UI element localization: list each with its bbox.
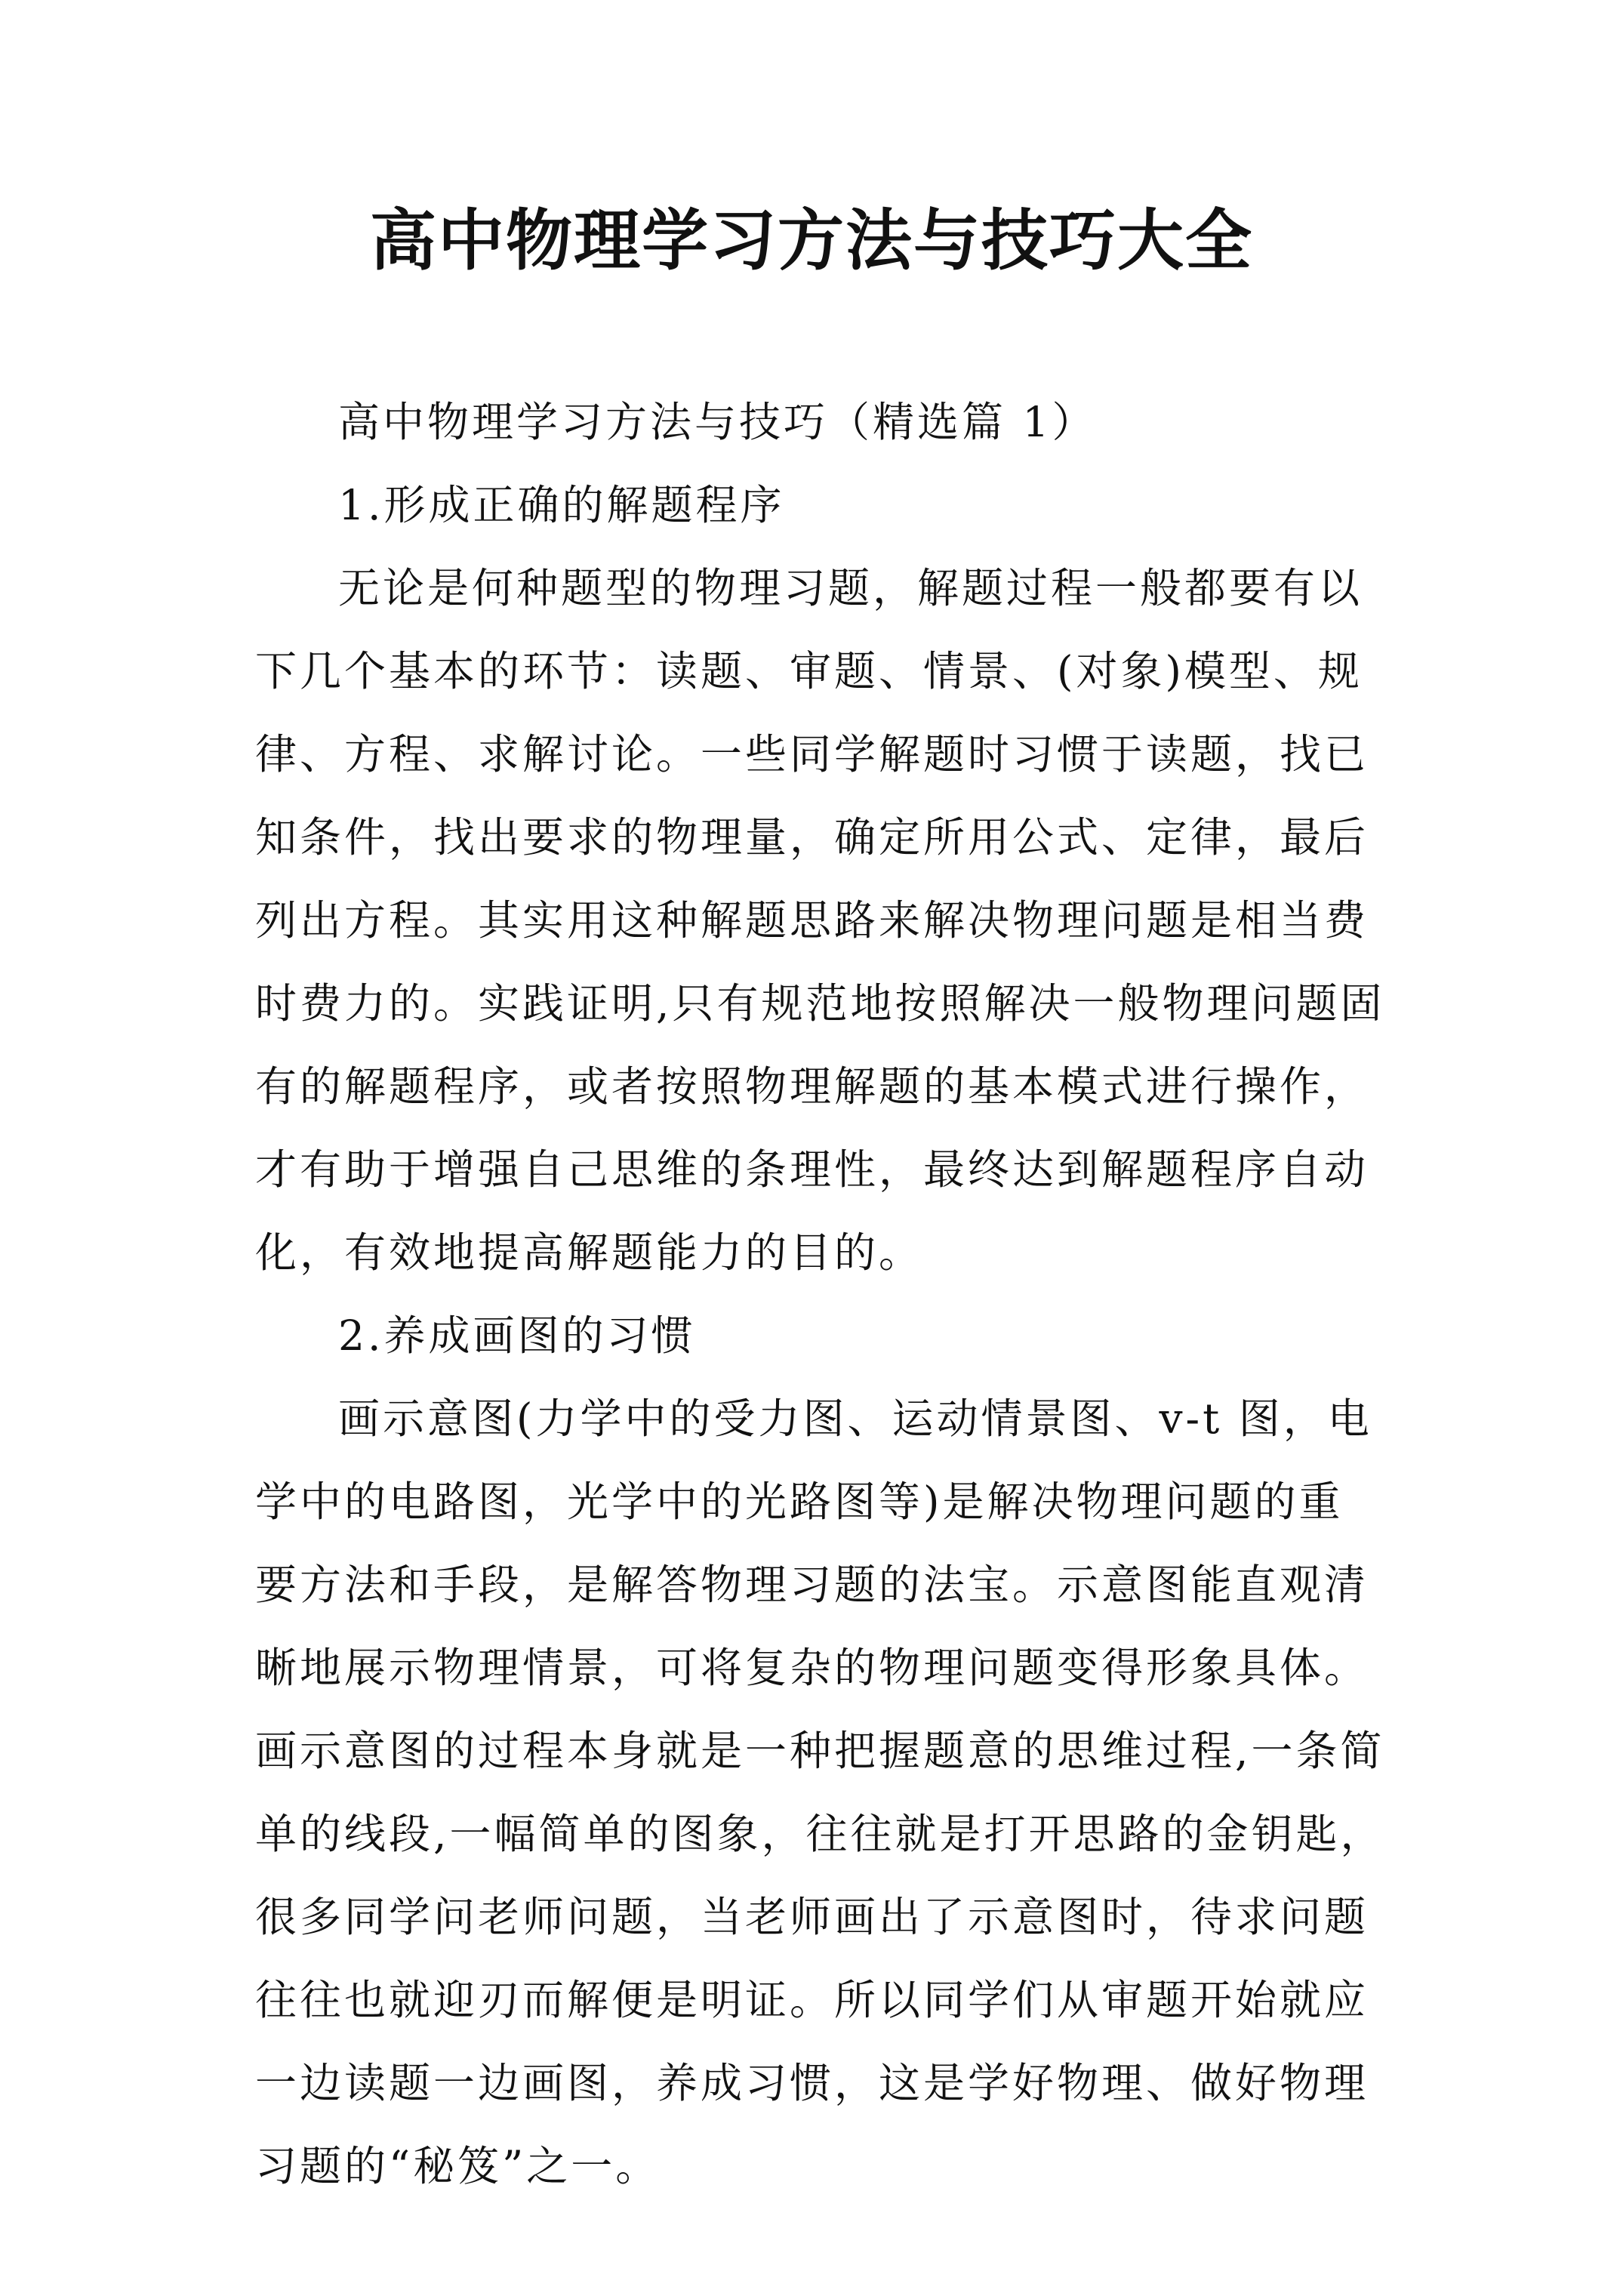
subsection-heading: 1.形成正确的解题程序 (338, 481, 785, 529)
subsection-heading: 2.养成画图的习惯 (338, 1311, 696, 1360)
document-title: 高中物理学习方法与技巧大全 (369, 201, 1253, 279)
section-heading: 高中物理学习方法与技巧（精选篇 1） (338, 398, 1097, 446)
body-paragraph: 画示意图(力学中的受力图、运动情景图、v-t 图，电学中的电路图，光学中的光路图等)是解决物理问题的重要方法和手段，是解答物理习题的法宝。示意图能直观清晰地展示物理情景，可将复杂的物理问题变得形象具体。画示意图的过程本身就是一种把握题意的思维过程,一条简单的线段,一幅简单的图象，往往就是打开思路的金钥匙，很多同学问老师问题，当老师画出了示意图时，待求问题往往也就迎刃而解便是明证。所以同学们从审题开始就应一边读题一边画图，养成习惯，这是学好物理、做好物理习题的“秘笈”之一。 (255, 1395, 1385, 2190)
document-body (255, 381, 1387, 2208)
body-paragraph: 无论是何种题型的物理习题，解题过程一般都要有以下几个基本的环节：读题、审题、情景、(对象)模型、规律、方程、求解讨论。一些同学解题时习惯于读题，找已知条件，找出要求的物理量，确定所用公式、定律，最后列出方程。其实用这种解题思路来解决物理问题是相当费时费力的。实践证明,只有规范地按照解决一般物理问题固有的解题程序，或者按照物理解题的基本模式进行操作，才有助于增强自己思维的条理性，最终达到解题程序自动化，有效地提高解题能力的目的。 (255, 564, 1385, 1277)
